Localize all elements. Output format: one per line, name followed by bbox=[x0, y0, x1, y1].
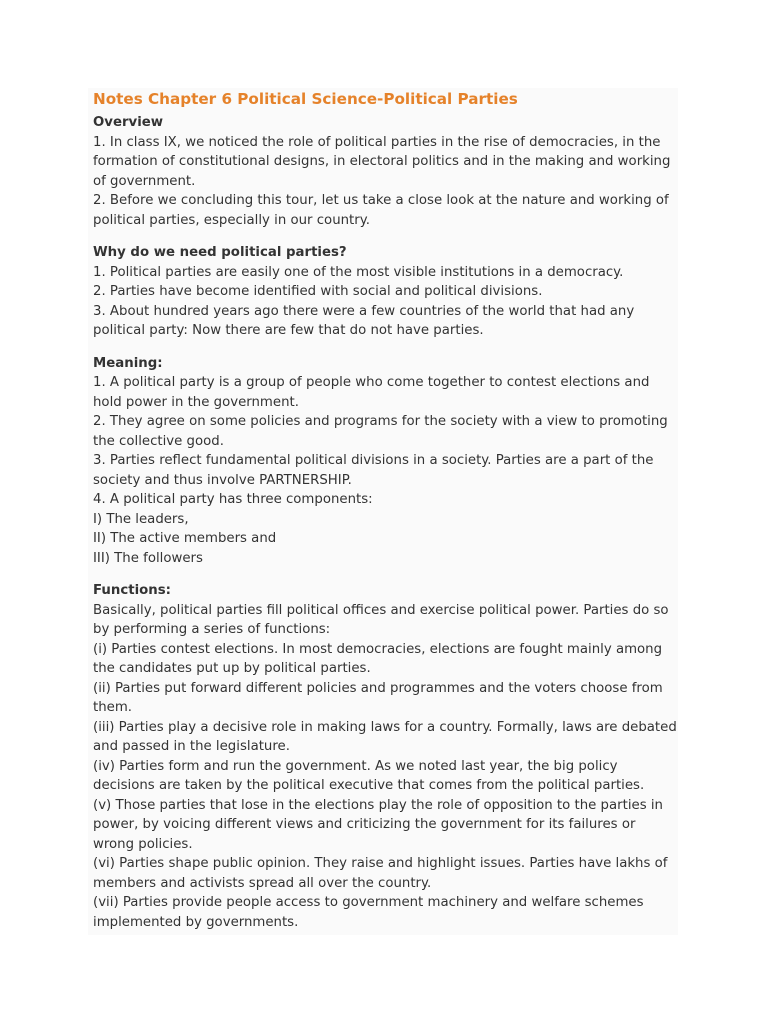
why-line: 3. About hundred years ago there were a few countries of the world that had any political party: Now there are few that do not have parties. bbox=[93, 303, 635, 338]
overview-line: 2. Before we concluding this tour, let us take a close look at the nature and working of political parties, especially in our country. bbox=[93, 193, 669, 228]
meaning-line: 4. A political party has three components: bbox=[93, 492, 373, 507]
document-page bbox=[88, 88, 678, 935]
why-heading: Why do we need political parties? bbox=[93, 245, 347, 260]
overview-line: 1. In class IX, we noticed the role of political parties in the rise of democracies, in the formation of constitutional designs, in electoral politics and in the making and working of government. bbox=[93, 134, 671, 189]
document-content bbox=[93, 88, 678, 932]
functions-heading: Functions: bbox=[93, 583, 171, 598]
functions-line: Basically, political parties fill political offices and exercise political power. Parties do so by performing a series of functions: bbox=[93, 602, 669, 637]
why-line: 2. Parties have become identified with social and political divisions. bbox=[93, 284, 543, 299]
section-overview bbox=[93, 113, 678, 230]
meaning-line: III) The followers bbox=[93, 550, 203, 566]
meaning-line: 3. Parties reflect fundamental political divisions in a society. Parties are a part of the society and thus involve PARTNERSHIP. bbox=[93, 453, 654, 488]
why-line: 1. Political parties are easily one of the most visible institutions in a democracy. bbox=[93, 264, 624, 280]
functions-line: (vii) Parties provide people access to government machinery and welfare schemes implemented by governments. bbox=[93, 895, 644, 930]
page-title: Notes Chapter 6 Political Science-Political Parties bbox=[93, 90, 518, 108]
section-why bbox=[93, 243, 678, 341]
functions-line: (vi) Parties shape public opinion. They raise and highlight issues. Parties have lakhs of members and activists spread all over the country. bbox=[93, 856, 668, 891]
functions-line: (v) Those parties that lose in the elections play the role of opposition to the parties in power, by voicing different views and criticizing the government for its failures or wrong policies. bbox=[93, 797, 663, 852]
meaning-line: I) The leaders, bbox=[93, 511, 189, 527]
meaning-heading: Meaning: bbox=[93, 355, 163, 371]
section-functions bbox=[93, 581, 678, 932]
functions-line: (iii) Parties play a decisive role in making laws for a country. Formally, laws are debated and passed in the legislature. bbox=[93, 719, 677, 754]
functions-line: (i) Parties contest elections. In most democracies, elections are fought mainly among the candidates put up by political parties. bbox=[93, 641, 663, 676]
meaning-line: II) The active members and bbox=[93, 531, 277, 546]
section-meaning bbox=[93, 354, 678, 569]
overview-heading: Overview bbox=[93, 115, 164, 130]
meaning-line: 2. They agree on some policies and programs for the society with a view to promoting the collective good. bbox=[93, 414, 668, 449]
functions-line: (ii) Parties put forward different policies and programmes and the voters choose from them. bbox=[93, 680, 663, 715]
functions-line: (iv) Parties form and run the government. As we noted last year, the big policy decisions are taken by the political executive that comes from the political parties. bbox=[93, 758, 645, 793]
meaning-line: 1. A political party is a group of people who come together to contest elections and hold power in the government. bbox=[93, 375, 650, 410]
